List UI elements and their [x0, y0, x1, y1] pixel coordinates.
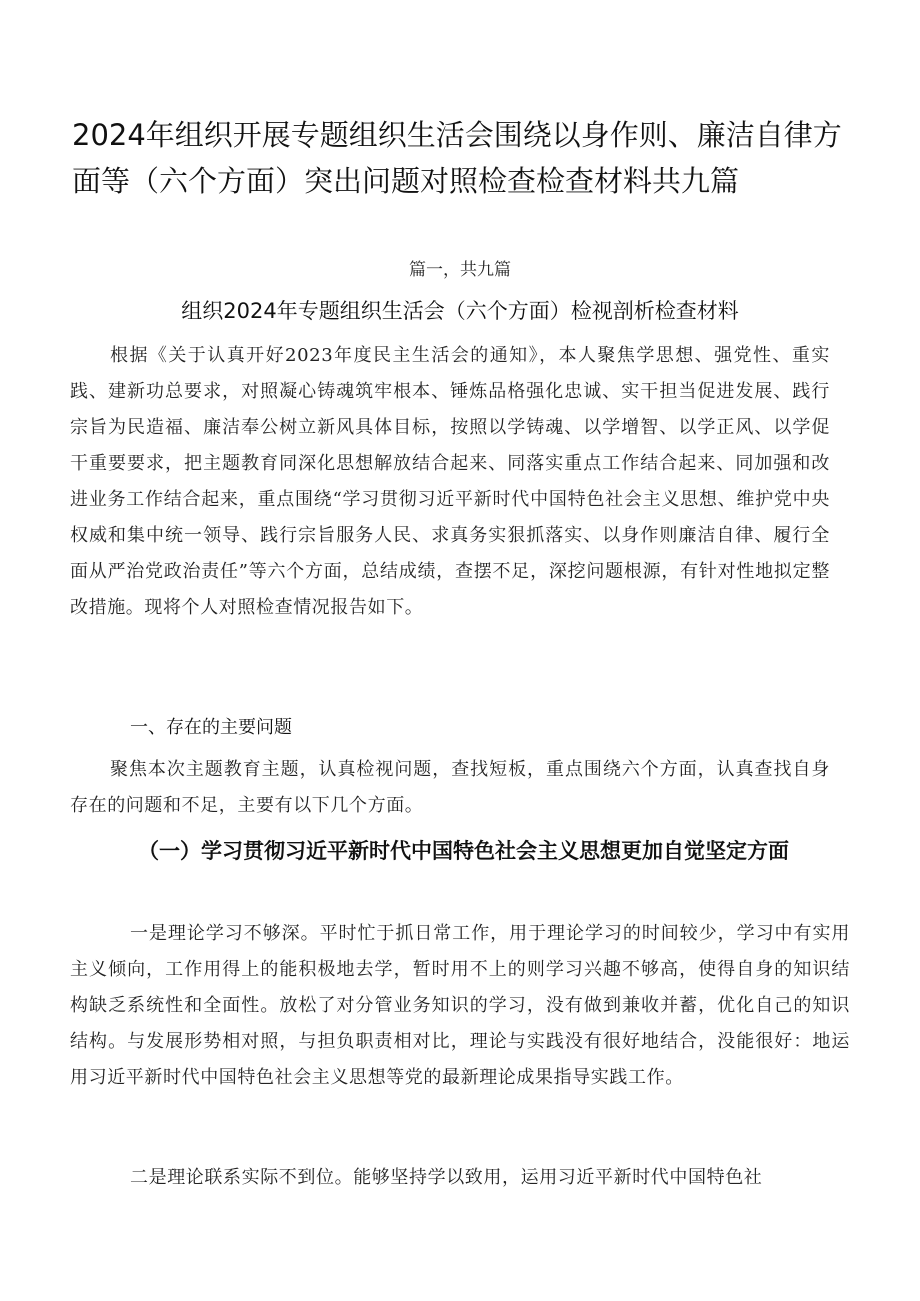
chapter-title: 组织2024年专题组织生活会（六个方面）检视剖析检查材料: [181, 299, 739, 323]
intro-paragraph: 根据《关于认真开好2023年度民主生活会的通知》，本人聚焦学思想、强党性、重实践、建新功总要求，对照凝心铸魂筑牢根本、锤炼品格强化忠诚、实干担当促进发展、践行宗旨为民造福、廉洁奉公树立新风具体目标，按照以学铸魂、以学增智、以学正风、以学促干重要要求，把主题教育同深化思想解放结合起来、同落实重点工作结合起来、同加强和改进业务工作结合起来，重点围绕“学习贯彻习近平新时代中国特色社会主义思想、维护党中央权威和集中统一领导、践行宗旨服务人民、求真务实狠抓落实、以身作则廉洁自律、履行全面从严治党政治责任”等六个方面，总结成绩，查摆不足，深挖问题根源，有针对性地拟定整改措施。现将个人对照检查情况报告如下。: [70, 345, 830, 618]
focus-paragraph: 聚焦本次主题教育主题，认真检视问题，查找短板，重点围绕六个方面，认真查找自身存在的问题和不足，主要有以下几个方面。: [70, 759, 830, 816]
subsection-heading: （一）学习贯彻习近平新时代中国特色社会主义思想更加自觉坚定方面: [138, 839, 789, 863]
document-title: 2024年组织开展专题组织生活会围绕以身作则、廉洁自律方面等（六个方面）突出问题对照检查检查材料共九篇: [72, 118, 842, 198]
point-one-paragraph: 一是理论学习不够深。平时忙于抓日常工作，用于理论学习的时间较少，学习中有实用主义倾向，工作用得上的能积极地去学，暂时用不上的则学习兴趣不够高，使得自身的知识结构缺乏系统性和全面性。放松了对分管业务知识的学习，没有做到兼收并蓄，优化自己的知识结构。与发展形势相对照，与担负职责相对比，理论与实践没有很好地结合，没能很好：地运用习近平新时代中国特色社会主义思想等党的最新理论成果指导实践工作。: [70, 923, 850, 1088]
section-heading: 一、存在的主要问题: [130, 717, 292, 738]
point-two-paragraph: 二是理论联系实际不到位。能够坚持学以致用，运用习近平新时代中国特色社: [130, 1167, 763, 1188]
chapter-label: 篇一，共九篇: [409, 260, 511, 280]
